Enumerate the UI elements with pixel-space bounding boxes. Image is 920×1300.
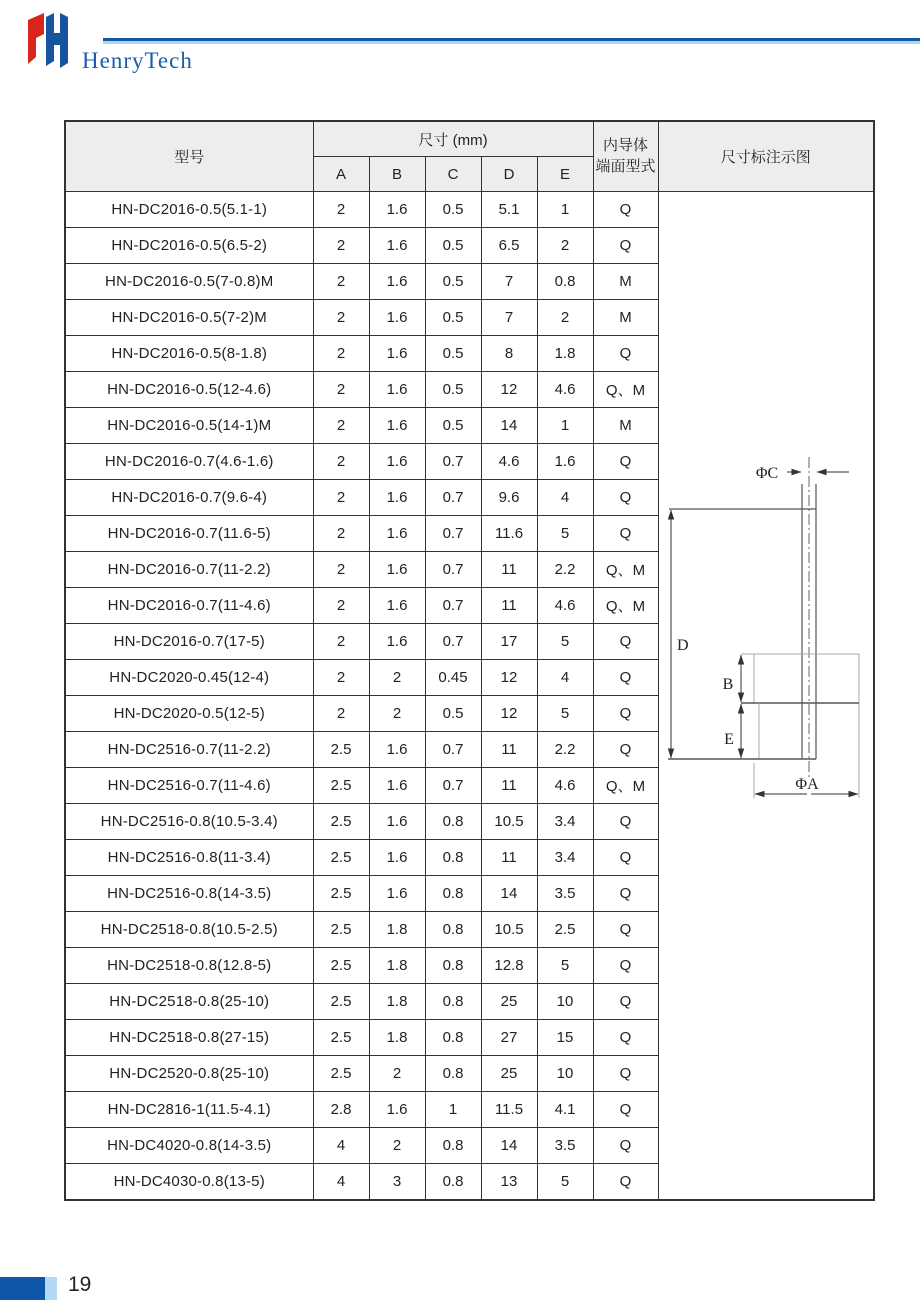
model-cell: HN-DC2516-0.8(10.5-3.4) [65, 804, 313, 840]
dim-a-cell: 2.5 [313, 768, 369, 804]
model-cell: HN-DC2016-0.5(7-0.8)M [65, 264, 313, 300]
dim-e-cell: 5 [537, 948, 593, 984]
dim-c-cell: 0.5 [425, 264, 481, 300]
column-header-dimensions: 尺寸 (mm) [313, 121, 593, 157]
model-cell: HN-DC2016-0.5(5.1-1) [65, 192, 313, 228]
dim-a-cell: 2 [313, 192, 369, 228]
dim-e-cell: 5 [537, 624, 593, 660]
dim-a-cell: 2.8 [313, 1092, 369, 1128]
column-header-d: D [481, 157, 537, 192]
dim-e-cell: 5 [537, 696, 593, 732]
dim-e-cell: 2.2 [537, 732, 593, 768]
dim-b-cell: 2 [369, 1056, 425, 1092]
dim-b-cell: 1.6 [369, 264, 425, 300]
dim-e-cell: 5 [537, 516, 593, 552]
dim-e-cell: 0.8 [537, 264, 593, 300]
dim-b-cell: 1.6 [369, 588, 425, 624]
model-cell: HN-DC2016-0.5(7-2)M [65, 300, 313, 336]
table-body [65, 192, 874, 1201]
model-cell: HN-DC2518-0.8(25-10) [65, 984, 313, 1020]
dim-b-cell: 3 [369, 1164, 425, 1201]
dim-c-cell: 0.8 [425, 1056, 481, 1092]
dimension-diagram [659, 192, 873, 1197]
dim-c-cell: 0.8 [425, 876, 481, 912]
model-cell: HN-DC2016-0.7(9.6-4) [65, 480, 313, 516]
model-cell: HN-DC2520-0.8(25-10) [65, 1056, 313, 1092]
conductor-type-cell: Q [593, 480, 658, 516]
footer-bar-light [45, 1277, 57, 1300]
column-header-model: 型号 [65, 121, 313, 192]
dim-e-cell: 4.6 [537, 372, 593, 408]
model-cell: HN-DC2516-0.8(11-3.4) [65, 840, 313, 876]
dim-e-cell: 3.5 [537, 876, 593, 912]
dim-a-cell: 2.5 [313, 840, 369, 876]
dim-e-cell: 15 [537, 1020, 593, 1056]
model-cell: HN-DC2020-0.5(12-5) [65, 696, 313, 732]
model-cell: HN-DC2816-1(11.5-4.1) [65, 1092, 313, 1128]
model-cell: HN-DC2016-0.7(11-2.2) [65, 552, 313, 588]
dim-d-cell: 11 [481, 768, 537, 804]
conductor-type-cell: Q [593, 1164, 658, 1201]
dim-a-cell: 2 [313, 264, 369, 300]
dim-d-cell: 11 [481, 552, 537, 588]
dim-c-cell: 0.7 [425, 444, 481, 480]
dim-c-cell: 0.8 [425, 1164, 481, 1201]
dim-c-cell: 0.8 [425, 1128, 481, 1164]
dim-e-cell: 4 [537, 660, 593, 696]
dim-b-cell: 2 [369, 1128, 425, 1164]
dim-c-cell: 0.5 [425, 192, 481, 228]
dim-c-cell: 0.8 [425, 840, 481, 876]
dim-a-cell: 2.5 [313, 912, 369, 948]
conductor-type-cell: Q [593, 192, 658, 228]
dim-c-cell: 0.45 [425, 660, 481, 696]
dim-a-cell: 2 [313, 300, 369, 336]
page-number: 19 [68, 1273, 92, 1296]
dim-a-cell: 2 [313, 372, 369, 408]
conductor-type-cell: Q、M [593, 768, 658, 804]
dim-d-cell: 14 [481, 408, 537, 444]
dim-b-cell: 1.6 [369, 192, 425, 228]
model-cell: HN-DC2020-0.45(12-4) [65, 660, 313, 696]
dim-a-cell: 2.5 [313, 1056, 369, 1092]
dim-a-cell: 2 [313, 588, 369, 624]
conductor-type-cell: Q [593, 660, 658, 696]
spec-table [64, 120, 875, 1201]
dim-d-cell: 14 [481, 876, 537, 912]
dim-d-cell: 10.5 [481, 912, 537, 948]
dim-a-cell: 2 [313, 444, 369, 480]
dim-d-cell: 7 [481, 300, 537, 336]
dim-d-cell: 11.6 [481, 516, 537, 552]
conductor-type-cell: Q [593, 1020, 658, 1056]
dim-c-cell: 0.5 [425, 336, 481, 372]
column-header-e: E [537, 157, 593, 192]
dim-b-cell: 2 [369, 660, 425, 696]
model-cell: HN-DC2016-0.5(6.5-2) [65, 228, 313, 264]
brand-name: HenryTech [82, 48, 193, 73]
dim-b-cell: 1.6 [369, 1092, 425, 1128]
model-cell: HN-DC2518-0.8(27-15) [65, 1020, 313, 1056]
dim-e-cell: 1.6 [537, 444, 593, 480]
dim-d-cell: 11 [481, 732, 537, 768]
dim-a-cell: 2 [313, 624, 369, 660]
dim-e-cell: 2.5 [537, 912, 593, 948]
conductor-type-line2: 端面型式 [595, 157, 656, 175]
dim-a-cell: 2.5 [313, 1020, 369, 1056]
dim-e-cell: 1.8 [537, 336, 593, 372]
dim-e-cell: 1 [537, 408, 593, 444]
conductor-type-cell: Q [593, 840, 658, 876]
dim-c-cell: 0.5 [425, 228, 481, 264]
conductor-type-cell: Q [593, 336, 658, 372]
conductor-type-cell: Q、M [593, 552, 658, 588]
dim-a-cell: 2.5 [313, 804, 369, 840]
conductor-type-cell: Q [593, 912, 658, 948]
dim-b-cell: 1.8 [369, 984, 425, 1020]
dim-a-cell: 2 [313, 660, 369, 696]
model-cell: HN-DC2516-0.7(11-4.6) [65, 768, 313, 804]
conductor-type-cell: Q [593, 804, 658, 840]
dim-d-cell: 12.8 [481, 948, 537, 984]
column-header-b: B [369, 157, 425, 192]
dim-e-cell: 2 [537, 300, 593, 336]
model-cell: HN-DC2516-0.7(11-2.2) [65, 732, 313, 768]
dim-d-cell: 6.5 [481, 228, 537, 264]
conductor-type-cell: Q [593, 1092, 658, 1128]
dim-b-cell: 1.6 [369, 516, 425, 552]
conductor-type-cell: Q [593, 516, 658, 552]
dim-d-cell: 5.1 [481, 192, 537, 228]
dimension-diagram-cell [658, 192, 874, 1201]
dim-c-cell: 1 [425, 1092, 481, 1128]
model-cell: HN-DC2518-0.8(10.5-2.5) [65, 912, 313, 948]
model-cell: HN-DC2016-0.5(12-4.6) [65, 372, 313, 408]
conductor-type-cell: Q [593, 1128, 658, 1164]
model-cell: HN-DC2016-0.5(14-1)M [65, 408, 313, 444]
dim-b-cell: 1.6 [369, 840, 425, 876]
conductor-type-cell: Q [593, 984, 658, 1020]
dim-a-cell: 4 [313, 1128, 369, 1164]
dim-d-cell: 27 [481, 1020, 537, 1056]
conductor-type-cell: Q [593, 444, 658, 480]
label-b: B [722, 676, 733, 693]
dim-b-cell: 1.6 [369, 228, 425, 264]
dim-c-cell: 0.5 [425, 696, 481, 732]
header-rule-light [103, 41, 920, 44]
dim-e-cell: 2 [537, 228, 593, 264]
model-cell: HN-DC4030-0.8(13-5) [65, 1164, 313, 1201]
label-e: E [723, 731, 734, 748]
model-cell: HN-DC2016-0.5(8-1.8) [65, 336, 313, 372]
dim-e-cell: 3.4 [537, 804, 593, 840]
dim-e-cell: 1 [537, 192, 593, 228]
dim-d-cell: 25 [481, 1056, 537, 1092]
dim-d-cell: 8 [481, 336, 537, 372]
dim-a-cell: 2 [313, 480, 369, 516]
dim-a-cell: 2 [313, 336, 369, 372]
conductor-type-cell: M [593, 300, 658, 336]
dim-e-cell: 4.1 [537, 1092, 593, 1128]
dim-d-cell: 10.5 [481, 804, 537, 840]
dim-e-cell: 5 [537, 1164, 593, 1201]
dim-a-cell: 2.5 [313, 984, 369, 1020]
dim-d-cell: 11 [481, 840, 537, 876]
dim-d-cell: 11 [481, 588, 537, 624]
dim-a-cell: 2 [313, 552, 369, 588]
dim-e-cell: 10 [537, 1056, 593, 1092]
dim-c-cell: 0.5 [425, 300, 481, 336]
model-cell: HN-DC4020-0.8(14-3.5) [65, 1128, 313, 1164]
model-cell: HN-DC2016-0.7(11-4.6) [65, 588, 313, 624]
dim-d-cell: 11.5 [481, 1092, 537, 1128]
dim-a-cell: 2.5 [313, 732, 369, 768]
dim-a-cell: 2.5 [313, 948, 369, 984]
dim-a-cell: 2 [313, 228, 369, 264]
dim-b-cell: 1.6 [369, 480, 425, 516]
dim-a-cell: 2 [313, 408, 369, 444]
conductor-type-cell: Q [593, 948, 658, 984]
dim-b-cell: 1.6 [369, 876, 425, 912]
dim-b-cell: 1.8 [369, 1020, 425, 1056]
dim-e-cell: 10 [537, 984, 593, 1020]
conductor-type-cell: Q [593, 228, 658, 264]
dim-b-cell: 1.6 [369, 732, 425, 768]
dim-c-cell: 0.7 [425, 516, 481, 552]
conductor-type-cell: Q [593, 624, 658, 660]
dim-c-cell: 0.7 [425, 624, 481, 660]
model-cell: HN-DC2016-0.7(11.6-5) [65, 516, 313, 552]
label-phi-c: ΦC [755, 465, 778, 482]
dim-e-cell: 4.6 [537, 768, 593, 804]
dim-b-cell: 1.8 [369, 948, 425, 984]
dim-d-cell: 12 [481, 660, 537, 696]
table-row [65, 192, 874, 228]
conductor-type-cell: M [593, 264, 658, 300]
dim-d-cell: 12 [481, 372, 537, 408]
conductor-type-cell: Q [593, 1056, 658, 1092]
dim-c-cell: 0.7 [425, 480, 481, 516]
column-header-diagram: 尺寸标注示图 [658, 121, 874, 192]
dim-b-cell: 1.6 [369, 804, 425, 840]
dim-b-cell: 1.6 [369, 444, 425, 480]
dim-d-cell: 7 [481, 264, 537, 300]
dim-b-cell: 1.6 [369, 336, 425, 372]
dim-a-cell: 2.5 [313, 876, 369, 912]
model-cell: HN-DC2518-0.8(12.8-5) [65, 948, 313, 984]
dim-b-cell: 1.6 [369, 372, 425, 408]
dim-e-cell: 3.4 [537, 840, 593, 876]
dim-e-cell: 4 [537, 480, 593, 516]
dim-c-cell: 0.8 [425, 1020, 481, 1056]
dim-e-cell: 2.2 [537, 552, 593, 588]
dim-d-cell: 14 [481, 1128, 537, 1164]
column-header-c: C [425, 157, 481, 192]
dim-e-cell: 3.5 [537, 1128, 593, 1164]
conductor-type-cell: Q、M [593, 588, 658, 624]
dim-c-cell: 0.8 [425, 948, 481, 984]
dim-b-cell: 2 [369, 696, 425, 732]
dim-a-cell: 2 [313, 516, 369, 552]
dim-c-cell: 0.7 [425, 552, 481, 588]
conductor-type-cell: Q [593, 876, 658, 912]
conductor-type-cell: Q、M [593, 372, 658, 408]
label-d: D [676, 637, 689, 654]
dim-b-cell: 1.6 [369, 552, 425, 588]
dim-c-cell: 0.5 [425, 408, 481, 444]
dim-d-cell: 25 [481, 984, 537, 1020]
dim-c-cell: 0.7 [425, 768, 481, 804]
model-cell: HN-DC2516-0.8(14-3.5) [65, 876, 313, 912]
dim-b-cell: 1.6 [369, 408, 425, 444]
dim-d-cell: 17 [481, 624, 537, 660]
footer-bar-dark [0, 1277, 45, 1300]
dim-c-cell: 0.5 [425, 372, 481, 408]
dim-d-cell: 12 [481, 696, 537, 732]
dim-d-cell: 4.6 [481, 444, 537, 480]
column-header-a: A [313, 157, 369, 192]
dim-e-cell: 4.6 [537, 588, 593, 624]
dim-d-cell: 13 [481, 1164, 537, 1201]
conductor-type-cell: Q [593, 696, 658, 732]
dim-b-cell: 1.6 [369, 768, 425, 804]
model-cell: HN-DC2016-0.7(4.6-1.6) [65, 444, 313, 480]
model-cell: HN-DC2016-0.7(17-5) [65, 624, 313, 660]
label-phi-a: ΦA [794, 776, 819, 793]
dim-c-cell: 0.8 [425, 984, 481, 1020]
dim-c-cell: 0.7 [425, 732, 481, 768]
dim-c-cell: 0.8 [425, 804, 481, 840]
dim-b-cell: 1.8 [369, 912, 425, 948]
dim-c-cell: 0.8 [425, 912, 481, 948]
dim-b-cell: 1.6 [369, 624, 425, 660]
column-header-conductor-type [593, 121, 658, 192]
dim-c-cell: 0.7 [425, 588, 481, 624]
conductor-type-cell: M [593, 408, 658, 444]
dim-a-cell: 2 [313, 696, 369, 732]
henrytech-logo-icon [28, 12, 72, 70]
conductor-type-line1: 内导体 [602, 137, 648, 155]
conductor-type-cell: Q [593, 732, 658, 768]
dim-d-cell: 9.6 [481, 480, 537, 516]
dim-a-cell: 4 [313, 1164, 369, 1201]
dim-b-cell: 1.6 [369, 300, 425, 336]
